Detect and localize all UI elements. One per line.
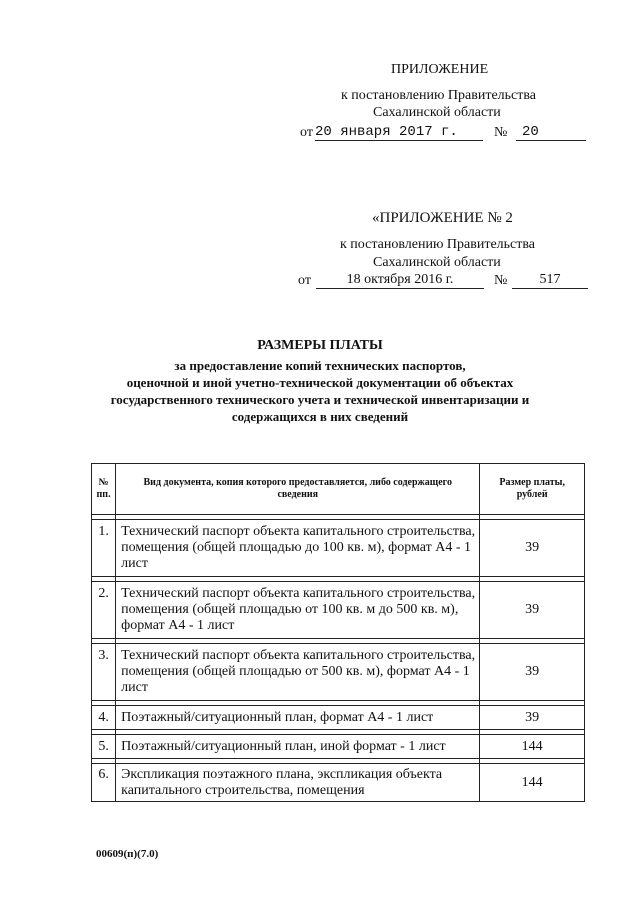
header-number: № пп.: [92, 464, 116, 515]
table-header-row: [92, 464, 585, 515]
subtitle-line: оценочной и иной учетно-технической документации об объектах: [126, 375, 514, 390]
table-row: [92, 735, 585, 759]
row-description: Поэтажный/ситуационный план, формат А4 - 1 лист: [116, 706, 480, 730]
table-row: [92, 520, 585, 577]
appendix-from-label: от: [300, 125, 313, 140]
row-number: 2.: [92, 582, 116, 639]
document-code: 00609(п)(7.0): [96, 848, 159, 860]
appendix-title: ПРИЛОЖЕНИЕ: [391, 62, 489, 77]
table-row: [92, 644, 585, 701]
row-fee: 39: [480, 644, 585, 701]
appendix2-line-2: Сахалинской области: [373, 255, 501, 270]
row-fee: 39: [480, 706, 585, 730]
appendix2-title: «ПРИЛОЖЕНИЕ № 2: [372, 210, 513, 226]
document-subtitle: [70, 357, 570, 425]
subtitle-line: государственного технического учета и технической инвентаризации и: [110, 392, 530, 407]
appendix2-number: 517: [512, 272, 588, 289]
table-row: [92, 706, 585, 730]
appendix2-number-label: №: [494, 273, 508, 288]
appendix2-date: 18 октября 2016 г.: [316, 272, 484, 289]
subtitle-line: за предоставление копий технических паспортов,: [174, 358, 466, 373]
row-fee: 39: [480, 520, 585, 577]
row-description: Технический паспорт объекта капитального строительства, помещения (общей площадью от 500 кв. м), формат А4 - 1 лист: [116, 644, 480, 701]
row-fee: 39: [480, 582, 585, 639]
appendix-number: 20: [516, 124, 586, 141]
fee-table: [91, 463, 585, 802]
row-description: Технический паспорт объекта капитального строительства, помещения (общей площадью до 100 кв. м), формат А4 - 1 лист: [116, 520, 480, 577]
row-number: 6.: [92, 764, 116, 802]
row-number: 1.: [92, 520, 116, 577]
subtitle-line: содержащихся в них сведений: [231, 409, 409, 424]
row-description: Поэтажный/ситуационный план, иной формат - 1 лист: [116, 735, 480, 759]
table-row: [92, 582, 585, 639]
row-number: 3.: [92, 644, 116, 701]
row-description: Экспликация поэтажного плана, экспликация объекта капитального строительства, помещения: [116, 764, 480, 802]
header-fee: Размер платы, рублей: [480, 464, 585, 515]
row-description: Технический паспорт объекта капитального строительства, помещения (общей площадью от 100 кв. м до 500 кв. м), формат А4 - 1 лист: [116, 582, 480, 639]
header-description: Вид документа, копия которого предоставляется, либо содержащего сведения: [116, 464, 480, 515]
row-fee: 144: [480, 764, 585, 802]
appendix-date: 20 января 2017 г.: [315, 124, 483, 141]
row-fee: 144: [480, 735, 585, 759]
row-number: 5.: [92, 735, 116, 759]
appendix-line-2: Сахалинской области: [373, 105, 501, 120]
row-number: 4.: [92, 706, 116, 730]
appendix2-from-label: от: [298, 273, 311, 288]
table-row: [92, 764, 585, 802]
document-title: РАЗМЕРЫ ПЛАТЫ: [257, 338, 383, 353]
appendix2-line-1: к постановлению Правительства: [340, 237, 536, 252]
appendix-number-label: №: [494, 125, 508, 140]
appendix-line-1: к постановлению Правительства: [341, 88, 537, 103]
